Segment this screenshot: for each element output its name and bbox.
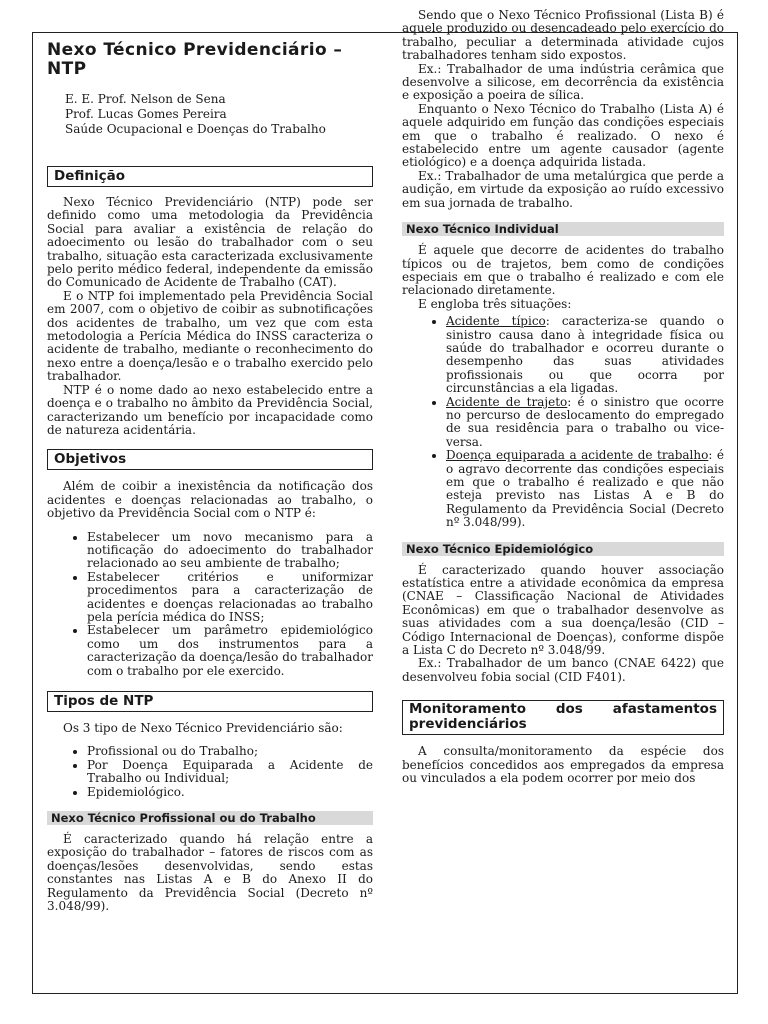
epidemiologico-paragraph-2: Ex.: Trabalhador de um banco (CNAE 6422) que desenvolveu fobia social (CID F401). bbox=[402, 656, 724, 684]
section-heading-profissional: Nexo Técnico Profissional ou do Trabalho bbox=[47, 811, 373, 825]
list-item: • Por Doença Equiparada a Acidente de Trabalho ou Individual; bbox=[87, 759, 373, 786]
authors-block bbox=[65, 92, 373, 137]
right-column bbox=[402, 9, 724, 786]
profissional-paragraph-5: Ex.: Trabalhador de uma metalúrgica que perde a audição, em virtude da exposição ao ruído excessivo em sua jornada de trabalho. bbox=[402, 168, 724, 210]
definicao-paragraph-3: NTP é o nome dado ao nexo estabelecido entre a doença e o trabalho no âmbito da Previdência Social, caracterizando um benefício por incapacidade como de natureza acidentária. bbox=[47, 382, 373, 437]
list-item: • Profissional ou do Trabalho; bbox=[87, 745, 373, 758]
list-item: • Estabelecer critérios e uniformizar procedimentos para a caracterização de acidentes e doenças relacionadas ao trabalho pela perícia médica do INSS; bbox=[87, 571, 373, 625]
list-item: • Epidemiológico. bbox=[87, 786, 373, 799]
term: Acidente típico bbox=[446, 314, 546, 329]
section-heading-definicao: Definição bbox=[47, 166, 373, 187]
page-title: Nexo Técnico Previdenciário – NTP bbox=[47, 40, 343, 79]
objetivos-intro: Além de coibir a inexistência da notificação dos acidentes e doenças relacionadas ao trabalho, o objetivo da Previdência Social com o NTP é: bbox=[47, 479, 373, 521]
objetivos-list bbox=[47, 531, 373, 678]
profissional-paragraph-4: Enquanto o Nexo Técnico do Trabalho (Lista A) é aquele adquirido em função das condições especiais em que o trabalho é realizado. O nexo é estabelecido entre um agente causador (agente etiológico) e a doença adquirida listada. bbox=[402, 101, 724, 170]
definicao-paragraph-2: E o NTP foi implementado pela Previdência Social em 2007, com o objetivo de coibir as subnotificações dos acidentes de trabalho, um vez que com esta metodologia a Perícia Médica do INSS caracteriza o acidente de trabalho, mediante o reconhecimento do nexo entre a doença/lesão e o trabalho exercido pelo trabalhador. bbox=[47, 288, 373, 384]
author-school: E. E. Prof. Nelson de Sena bbox=[65, 92, 226, 106]
individual-list bbox=[402, 315, 724, 530]
profissional-paragraph-3: Ex.: Trabalhador de uma indústria cerâmica que desenvolve a silicose, em decorrência da existência e exposição a poeira de sílica. bbox=[402, 61, 724, 103]
epidemiologico-paragraph-1: É caracterizado quando houver associação estatística entre a atividade econômica da empresa (CNAE – Classificação Nacional de Atividades Econômicas) em que o trabalhador desenvolve as suas atividades com a sua doença/lesão (CID – Código Internacional de Doenças), conforme dispõe a Lista C do Decreto nº 3.048/99. bbox=[402, 562, 724, 658]
list-item: • Estabelecer um parâmetro epidemiológico como um dos instrumentos para a caracterização da doença/lesão do trabalhador com o trabalho por ele exercido. bbox=[87, 624, 373, 678]
monitoramento-paragraph-1: A consulta/monitoramento da espécie dos benefícios concedidos aos empregados da empresa ou vinculados a ela podem ocorrer por meio dos bbox=[402, 744, 724, 786]
list-item: • Acidente típico: caracteriza-se quando o sinistro causa dano à integridade física ou saúde do trabalhador e ocorreu durante o desempenho das suas atividades profissionais ou que ocorra por circunstâncias a ela ligadas. bbox=[446, 315, 724, 395]
left-column bbox=[47, 33, 373, 913]
section-heading-tipos: Tipos de NTP bbox=[47, 691, 373, 712]
profissional-paragraph-1: É caracterizado quando há relação entre a exposição do trabalhador – fatores de riscos com as doenças/lesões desenvolvidas, sendo estas constantes nas Listas A e B do Anexo II do Regulamento da Previdência Social (Decreto nº 3.048/99). bbox=[47, 832, 373, 914]
tipos-list bbox=[47, 745, 373, 799]
author-subject: Saúde Ocupacional e Doenças do Trabalho bbox=[65, 122, 326, 136]
list-item: • Acidente de trajeto: é o sinistro que ocorre no percurso de deslocamento do empregado de sua residência para o trabalho ou vice-versa. bbox=[446, 396, 724, 450]
tipos-intro: Os 3 tipo de Nexo Técnico Previdenciário são: bbox=[63, 721, 343, 735]
list-item: • Doença equiparada a acidente de trabalho: é o agravo decorrente das condições especiais em que o trabalho é realizado e que não esteja previsto nas Listas A e B do Regulamento da Previdência Social (Decreto nº 3.048/99). bbox=[446, 449, 724, 529]
list-item: • Estabelecer um novo mecanismo para a notificação do adoecimento do trabalhador relacionado ao seu ambiente de trabalho; bbox=[87, 531, 373, 571]
page-frame bbox=[32, 8, 738, 994]
individual-paragraph-1: É aquele que decorre de acidentes do trabalho típicos ou de trajetos, bem como de condições especiais em que o trabalho é realizado e com ele relacionado diretamente. bbox=[402, 243, 724, 298]
section-heading-individual: Nexo Técnico Individual bbox=[402, 222, 724, 236]
author-teacher: Prof. Lucas Gomes Pereira bbox=[65, 107, 227, 121]
profissional-paragraph-2: Sendo que o Nexo Técnico Profissional (Lista B) é aquele produzido ou desencadeado pelo exercício do trabalho, peculiar a determinada atividade cujos trabalhadores tenham sido expostos. bbox=[402, 8, 724, 63]
section-heading-objetivos: Objetivos bbox=[47, 449, 373, 470]
section-heading-epidemiologico: Nexo Técnico Epidemiológico bbox=[402, 542, 724, 556]
individual-paragraph-2: E engloba três situações: bbox=[418, 296, 572, 311]
definicao-paragraph-1: Nexo Técnico Previdenciário (NTP) pode ser definido como uma metodologia da Previdência Social para avaliar a existência de relação do adoecimento ou lesão do trabalhador com o seu trabalho, situação esta caracterizada exclusivamente pelo perito médico federal, independente da emissão do Comunicado de Acidente de Trabalho (CAT). bbox=[47, 195, 373, 290]
term: Acidente de trajeto bbox=[446, 394, 568, 409]
term: Doença equiparada a acidente de trabalho bbox=[446, 448, 709, 463]
section-heading-monitoramento: Monitoramento dos afastamentos previdenciários bbox=[402, 700, 724, 735]
